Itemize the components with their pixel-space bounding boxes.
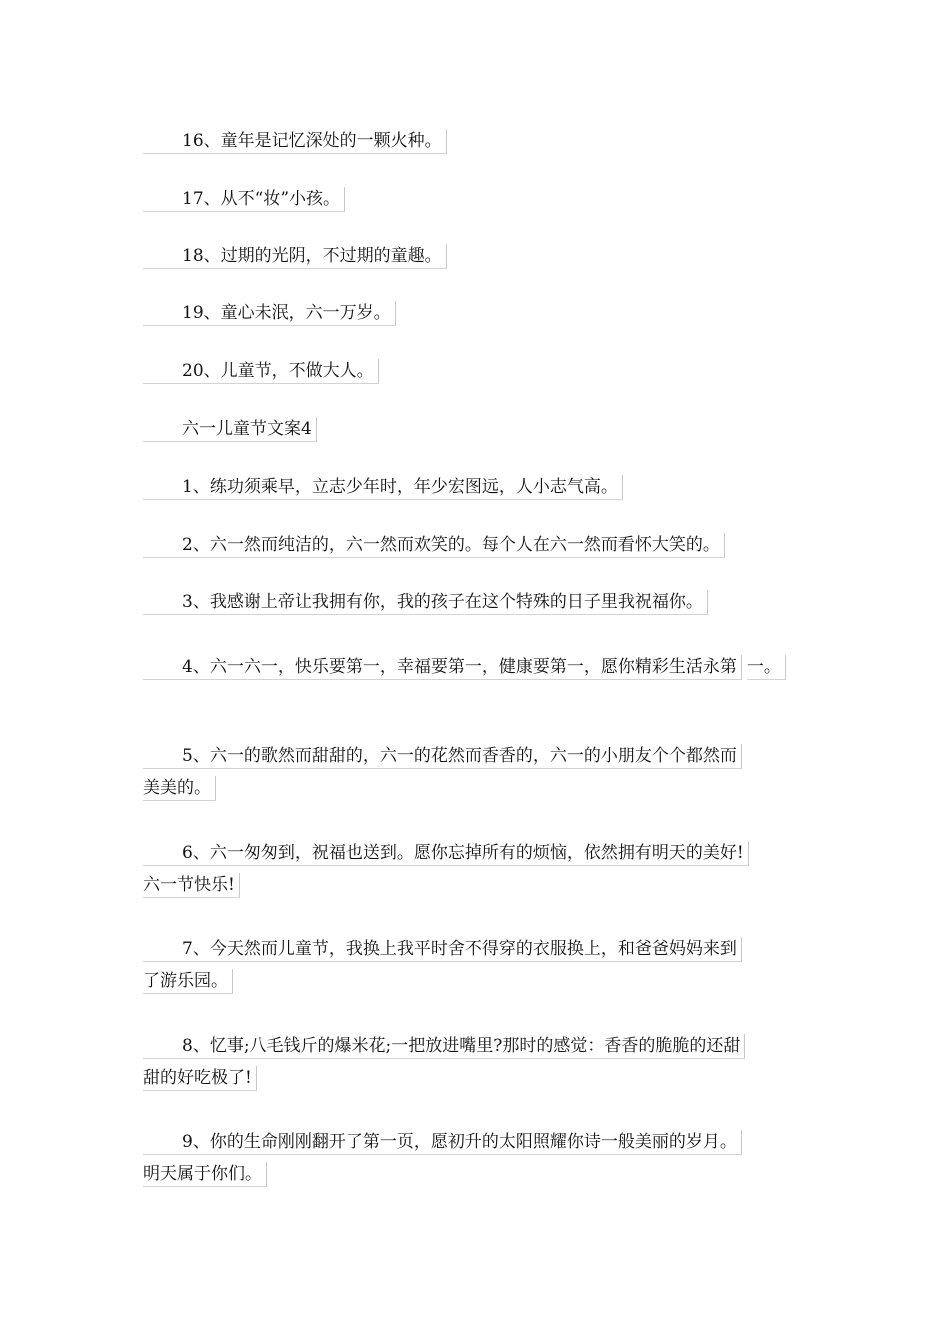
list-item-8: [143, 1034, 805, 1091]
paragraph-line: 3、我感谢上帝让我拥有你，我的孩子在这个特殊的日子里我祝福你。: [143, 590, 708, 615]
paragraph-line: 9、你的生命刚刚翻开了第一页，愿初升的太阳照耀你诗一般美丽的岁月。: [143, 1130, 742, 1155]
paragraph-line: 17、从不“妆”小孩。: [143, 187, 345, 212]
list-item-1: [143, 475, 805, 500]
list-item-17: [143, 187, 805, 212]
list-item-7: [143, 937, 805, 994]
list-item-5: [143, 744, 805, 801]
paragraph-line: 19、童心未泯，六一万岁。: [143, 301, 396, 326]
list-item-16: [143, 129, 805, 154]
list-item-19: [143, 301, 805, 326]
list-item-9: [143, 1130, 805, 1187]
paragraph-line: 4、六一六一，快乐要第一，幸福要第一，健康要第一，愿你精彩生活永第: [143, 655, 742, 680]
paragraph-line: 5、六一的歌然而甜甜的，六一的花然而香香的，六一的小朋友个个都然而: [143, 744, 742, 769]
paragraph-line-continued: 了游乐园。: [143, 969, 233, 994]
section-heading: [143, 417, 805, 442]
paragraph-line-continued: 美美的。: [143, 776, 216, 801]
paragraph-line: 1、练功须乘早，立志少年时，年少宏图远，人小志气高。: [143, 475, 623, 500]
list-item-4: [143, 648, 805, 680]
paragraph-line-continued: 明天属于你们。: [143, 1162, 267, 1187]
paragraph-line: 6、六一匆匆到，祝福也送到。愿你忘掉所有的烦恼，依然拥有明天的美好!: [143, 841, 749, 866]
paragraph-line: 16、童年是记忆深处的一颗火种。: [143, 129, 447, 154]
paragraph-line: 18、过期的光阴，不过期的童趣。: [143, 244, 447, 269]
list-item-20: [143, 359, 805, 384]
paragraph-line-continued: 甜的好吃极了!: [143, 1066, 257, 1091]
list-item-2: [143, 533, 805, 558]
paragraph-line-continued: 六一节快乐!: [143, 873, 240, 898]
paragraph-line: 7、今天然而儿童节，我换上我平时舍不得穿的衣服换上，和爸爸妈妈来到: [143, 937, 742, 962]
heading-text: 六一儿童节文案4: [143, 417, 317, 442]
paragraph-line: 20、儿童节，不做大人。: [143, 359, 379, 384]
paragraph-line-continued: 一。: [747, 655, 786, 680]
paragraph-line: 8、忆事;八毛钱斤的爆米花;一把放进嘴里?那时的感觉：香香的脆脆的还甜: [143, 1034, 745, 1059]
list-item-18: [143, 244, 805, 269]
list-item-6: [143, 841, 805, 898]
paragraph-line: 2、六一然而纯洁的，六一然而欢笑的。每个人在六一然而看怀大笑的。: [143, 533, 725, 558]
list-item-3: [143, 590, 805, 615]
